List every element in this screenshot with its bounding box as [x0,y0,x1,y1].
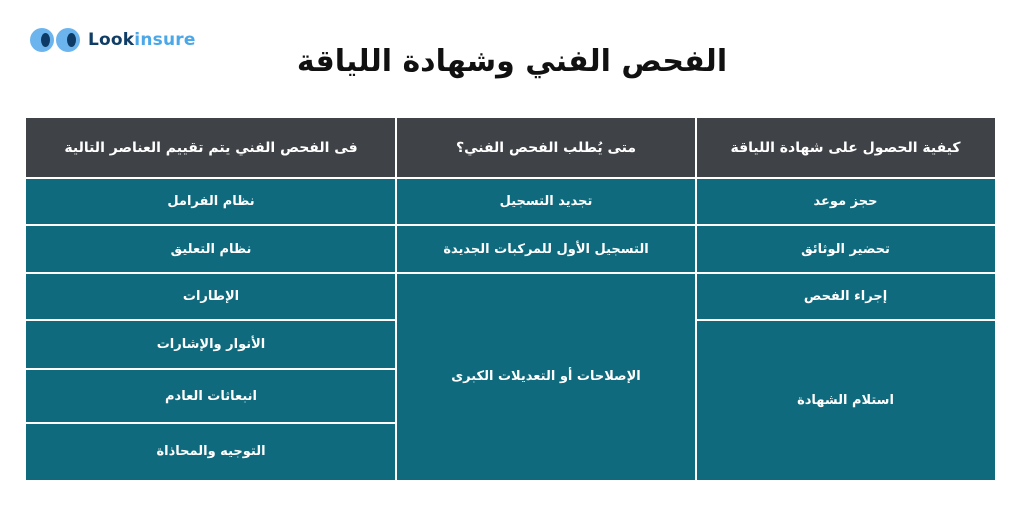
column-divider [695,118,697,480]
middle-cell-1: تجديد التسجيل [396,178,696,225]
right-cell-1: حجز موعد [696,178,995,225]
page-title: الفحص الفني وشهادة اللياقة [296,44,728,79]
left-cell-1: نظام الفرامل [26,178,396,225]
left-cell-3: الإطارات [26,273,396,320]
info-table [26,118,995,480]
header-when-required: متى يُطلب الفحص الفني؟ [396,118,696,178]
logo-text-insure: insure [134,30,196,50]
row-divider [26,272,995,274]
left-cell-4: الأنوار والإشارات [26,320,396,369]
row-divider [26,319,396,321]
row-divider [26,177,995,179]
row-divider [696,319,995,321]
row-divider [26,224,995,226]
left-cell-5: انبعاثات العادم [26,369,396,423]
right-cell-2: تحضير الوثائق [696,225,995,273]
column-divider [395,118,397,480]
header-items-evaluated: فى الفحص الفني يتم تقييم العناصر التالية [26,118,396,178]
logo-text-look: Look [88,30,135,50]
middle-cell-2: التسجيل الأول للمركبات الجديدة [396,225,696,273]
right-cell-3: إجراء الفحص [696,273,995,320]
left-cell-6: التوجيه والمحاذاة [26,423,396,480]
right-cell-4: استلام الشهادة [696,320,995,480]
header-how-to-obtain: كيفية الحصول على شهادة اللياقة [696,118,995,178]
middle-cell-3: الإصلاحات أو التعديلات الكبرى [396,273,696,480]
row-divider [26,422,396,424]
left-cell-2: نظام التعليق [26,225,396,273]
row-divider [26,368,396,370]
